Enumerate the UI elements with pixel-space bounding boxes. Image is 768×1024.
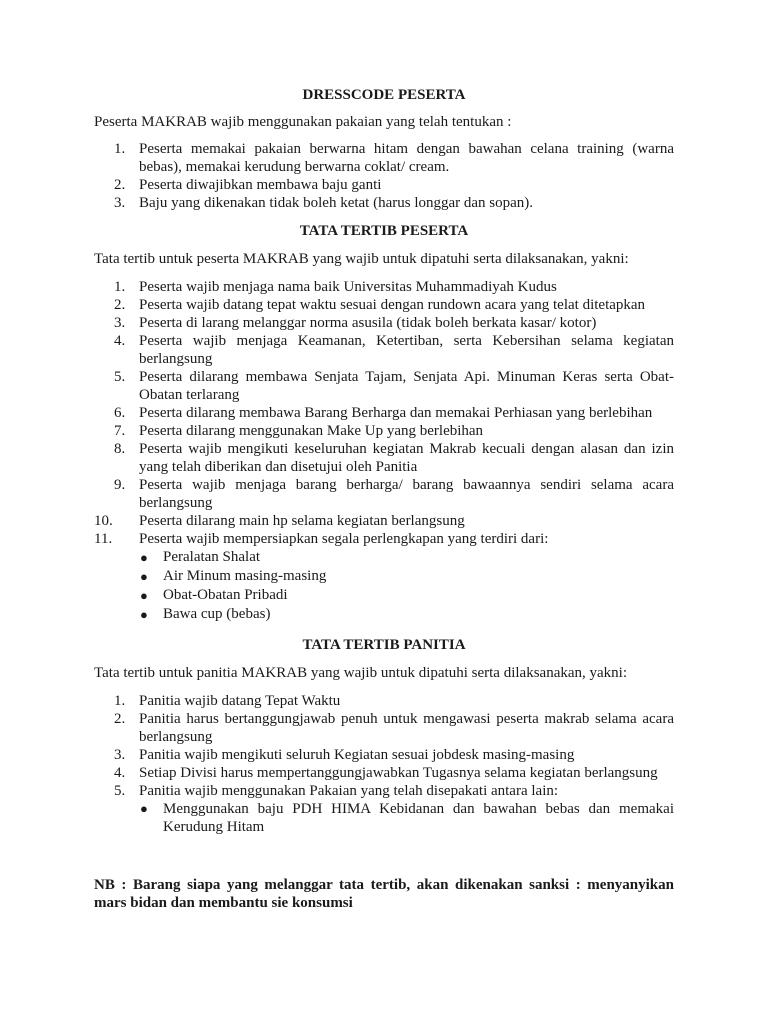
list-item bbox=[94, 782, 674, 800]
item-number: 3. bbox=[114, 315, 126, 331]
list-item bbox=[94, 422, 674, 440]
bullet-item bbox=[94, 567, 674, 586]
item-text: Peserta memakai pakaian berwarna hitam dengan bawahan celana training (warna bebas), memakai kerudung berwarna coklat/ cream. bbox=[139, 141, 674, 175]
item-number: 6. bbox=[114, 405, 126, 421]
item-number: 2. bbox=[114, 711, 126, 727]
panitia-title: TATA TERTIB PANITIA bbox=[302, 637, 466, 653]
item-text: Panitia harus bertanggungjawab penuh untuk mengawasi peserta makrab selama acara berlangsung bbox=[139, 711, 674, 745]
list-item bbox=[94, 440, 674, 476]
item-text: Peserta dilarang main hp selama kegiatan berlangsung bbox=[139, 513, 465, 529]
item-number: 1. bbox=[114, 693, 126, 709]
item-number: 5. bbox=[114, 783, 126, 799]
item-text: Peserta wajib datang tepat waktu sesuai dengan rundown acara yang telat ditetapkan bbox=[139, 297, 646, 313]
peserta-list bbox=[94, 278, 674, 548]
list-item bbox=[94, 332, 674, 368]
item-number: 3. bbox=[114, 195, 126, 211]
panitia-list bbox=[94, 692, 674, 800]
bullet-item bbox=[94, 800, 674, 836]
bullet-text: Menggunakan baju PDH HIMA Kebidanan dan bawahan bebas dan memakai Kerudung Hitam bbox=[163, 801, 674, 835]
list-item bbox=[94, 368, 674, 404]
list-item bbox=[94, 692, 674, 710]
item-text: Peserta diwajibkan membawa baju ganti bbox=[139, 177, 382, 193]
bullet-item bbox=[94, 605, 674, 624]
item-text: Peserta wajib mempersiapkan segala perlengkapan yang terdiri dari: bbox=[139, 531, 549, 547]
item-number: 4. bbox=[114, 333, 126, 349]
list-item bbox=[94, 314, 674, 332]
item-number: 7. bbox=[114, 423, 126, 439]
bullet-icon: ● bbox=[140, 801, 148, 816]
peserta-intro: Tata tertib untuk peserta MAKRAB yang wajib untuk dipatuhi serta dilaksanakan, yakni: bbox=[94, 251, 629, 267]
item-text: Peserta wajib menjaga barang berharga/ barang bawaannya sendiri selama acara berlangsung bbox=[139, 477, 674, 511]
bullet-item bbox=[94, 586, 674, 605]
list-item bbox=[94, 746, 674, 764]
item-text: Peserta wajib menjaga nama baik Universitas Muhammadiyah Kudus bbox=[139, 279, 557, 295]
list-item bbox=[94, 140, 674, 176]
item-number: 2. bbox=[114, 297, 126, 313]
item-number: 10. bbox=[94, 513, 113, 529]
bullet-text: Bawa cup (bebas) bbox=[163, 606, 271, 622]
item-number: 5. bbox=[114, 369, 126, 385]
peserta-title: TATA TERTIB PESERTA bbox=[299, 223, 469, 239]
bullet-icon: ● bbox=[140, 550, 148, 565]
item-text: Peserta wajib menjaga Keamanan, Ketertiban, serta Kebersihan selama kegiatan berlangsung bbox=[139, 333, 674, 367]
peserta-equipment-list bbox=[94, 548, 674, 624]
list-item bbox=[94, 512, 674, 530]
list-item bbox=[94, 476, 674, 512]
item-number: 1. bbox=[114, 279, 126, 295]
item-number: 8. bbox=[114, 441, 126, 457]
item-number: 4. bbox=[114, 765, 126, 781]
item-text: Setiap Divisi harus mempertanggungjawabkan Tugasnya selama kegiatan berlangsung bbox=[139, 765, 658, 781]
item-number: 9. bbox=[114, 477, 126, 493]
dresscode-intro: Peserta MAKRAB wajib menggunakan pakaian yang telah tentukan : bbox=[94, 114, 512, 130]
item-number: 1. bbox=[114, 141, 126, 157]
item-text: Panitia wajib datang Tepat Waktu bbox=[139, 693, 341, 709]
bullet-item bbox=[94, 548, 674, 567]
item-number: 11. bbox=[94, 531, 113, 547]
item-text: Peserta wajib mengikuti keseluruhan kegiatan Makrab kecuali dengan alasan dan izin yang telah diberikan dan disetujui oleh Panitia bbox=[139, 441, 674, 475]
list-item bbox=[94, 194, 674, 212]
list-item bbox=[94, 296, 674, 314]
list-item bbox=[94, 176, 674, 194]
bullet-text: Air Minum masing-masing bbox=[163, 568, 327, 584]
dresscode-list bbox=[94, 140, 674, 212]
bullet-text: Obat-Obatan Pribadi bbox=[163, 587, 288, 603]
bullet-icon: ● bbox=[140, 607, 148, 622]
item-text: Peserta dilarang membawa Senjata Tajam, Senjata Api. Minuman Keras serta Obat-Obatan terlarang bbox=[139, 369, 674, 403]
item-number: 2. bbox=[114, 177, 126, 193]
panitia-attire-list bbox=[94, 800, 674, 836]
bullet-icon: ● bbox=[140, 588, 148, 603]
item-text: Peserta di larang melanggar norma asusila (tidak boleh berkata kasar/ kotor) bbox=[139, 315, 597, 331]
dresscode-title: DRESSCODE PESERTA bbox=[302, 87, 466, 103]
list-item bbox=[94, 764, 674, 782]
list-item bbox=[94, 710, 674, 746]
item-text: Baju yang dikenakan tidak boleh ketat (harus longgar dan sopan). bbox=[139, 195, 534, 211]
list-item bbox=[94, 404, 674, 422]
item-text: Peserta dilarang menggunakan Make Up yang berlebihan bbox=[139, 423, 484, 439]
bullet-text: Peralatan Shalat bbox=[163, 549, 261, 565]
document-page bbox=[94, 86, 674, 912]
list-item bbox=[94, 530, 674, 548]
panitia-intro: Tata tertib untuk panitia MAKRAB yang wajib untuk dipatuhi serta dilaksanakan, yakni: bbox=[94, 665, 628, 681]
nb-note: NB : Barang siapa yang melanggar tata tertib, akan dikenakan sanksi : menyanyikan mars bidan dan membantu sie konsumsi bbox=[94, 877, 674, 911]
item-text: Peserta dilarang membawa Barang Berharga dan memakai Perhiasan yang berlebihan bbox=[139, 405, 653, 421]
bullet-icon: ● bbox=[140, 569, 148, 584]
item-text: Panitia wajib mengikuti seluruh Kegiatan sesuai jobdesk masing-masing bbox=[139, 747, 575, 763]
item-number: 3. bbox=[114, 747, 126, 763]
item-text: Panitia wajib menggunakan Pakaian yang telah disepakati antara lain: bbox=[139, 783, 559, 799]
list-item bbox=[94, 278, 674, 296]
